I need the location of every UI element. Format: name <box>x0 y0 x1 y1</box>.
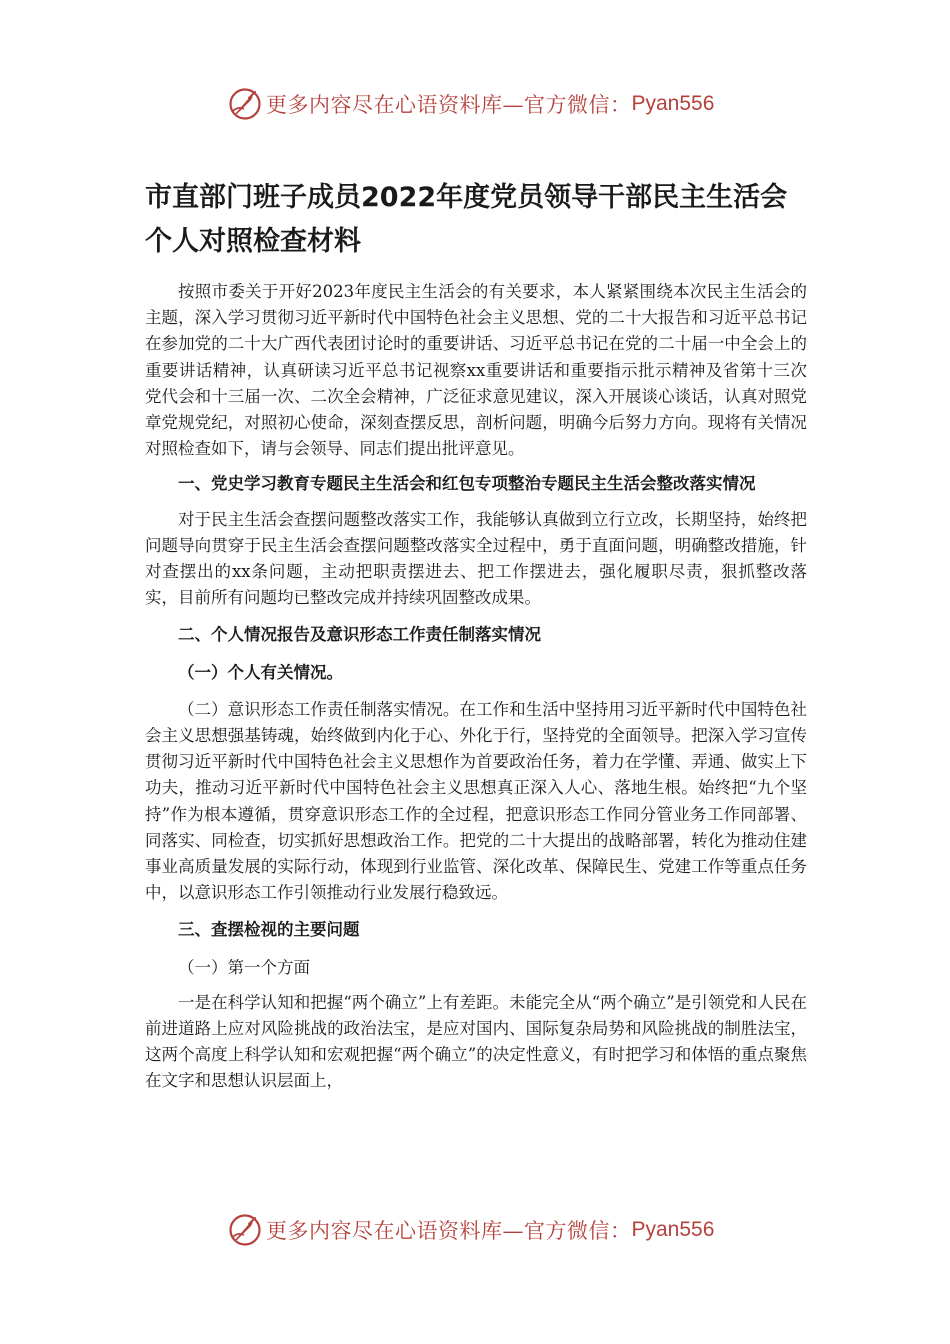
pen-circle-logo-icon <box>228 87 262 121</box>
watermark-text: 更多内容尽在心语资料库—官方微信： <box>266 1219 632 1243</box>
section2-sub2-paragraph: （二）意识形态工作责任制落实情况。在工作和生活中坚持用习近平新时代中国特色社会主义思想强基铸魂，始终做到内化于心、外化于行，坚持党的全面领导。把深入学习宣传贯彻习近平新时代中国特色社会主义思想作为首要政治任务，着力在学懂、弄通、做实上下功夫，推动习近平新时代中国特色社会主义思想真正深入人心、落地生根。始终把“九个坚持”作为根本遵循，贯穿意识形态工作的全过程，把意识形态工作同分管业务工作同部署、同落实、同检查，切实抓好思想政治工作。把党的二十大提出的战略部署，转化为推动住建事业高质量发展的实际行动，体现到行业监管、深化改革、保障民生、党建工作等重点任务中，以意识形态工作引领推动行业发展行稳致远。 <box>145 699 807 903</box>
watermark-account: Pyan556 <box>631 1218 715 1241</box>
subsection-heading-2-1: （一）个人有关情况。 <box>178 662 343 682</box>
section-heading-2: 二、个人情况报告及意识形态工作责任制落实情况 <box>178 625 541 645</box>
watermark-banner-top <box>228 84 748 124</box>
intro-paragraph: 按照市委关于开好2023年度民主生活会的有关要求，本人紧紧围绕本次民主生活会的主题，深入学习贯彻习近平新时代中国特色社会主义思想、党的二十大报告和习近平总书记在参加党的二十大广西代表团讨论时的重要讲话、习近平总书记在党的二十届一中全会上的重要讲话精神，认真研读习近平总书记视察xx重要讲话和重要指示批示精神及省第十三次党代会和十三届一次、二次全会精神，广泛征求意见建议，深入开展谈心谈话，认真对照党章党规党纪，对照初心使命，深刻查摆反思，剖析问题，明确今后努力方向。现将有关情况对照检查如下，请与会领导、同志们提出批评意见。 <box>145 282 807 459</box>
watermark-banner-bottom <box>228 1210 748 1250</box>
section-heading-3: 三、查摆检视的主要问题 <box>178 920 360 940</box>
document-body <box>145 279 807 1095</box>
pen-circle-logo-icon <box>228 1213 262 1247</box>
document-title: 市直部门班子成员2022年度党员领导干部民主生活会个人对照检查材料 <box>145 182 788 257</box>
section1-paragraph: 对于民主生活会查摆问题整改落实工作，我能够认真做到立行立改，长期坚持，始终把问题导向贯穿于民主生活会查摆问题整改落实全过程中，勇于直面问题，明确整改措施，针对查摆出的xx条问题，主动把职责摆进去、把工作摆进去，强化履职尽责，狠抓整改落实，目前所有问题均已整改完成并持续巩固整改成果。 <box>145 509 807 608</box>
subsection-heading-3-1: （一）第一个方面 <box>178 957 310 977</box>
watermark-account: Pyan556 <box>631 92 715 115</box>
section3-sub1-paragraph: 一是在科学认知和把握“两个确立”上有差距。未能完全从“两个确立”是引领党和人民在前进道路上应对风险挑战的政治法宝，是应对国内、国际复杂局势和风险挑战的制胜法宝，这两个高度上科学认知和宏观把握“两个确立”的决定性意义，有时把学习和体悟的重点聚焦在文字和思想认识层面上， <box>145 992 807 1091</box>
section-heading-1: 一、党史学习教育专题民主生活会和红包专项整治专题民主生活会整改落实情况 <box>178 474 756 494</box>
watermark-text: 更多内容尽在心语资料库—官方微信： <box>266 93 632 117</box>
